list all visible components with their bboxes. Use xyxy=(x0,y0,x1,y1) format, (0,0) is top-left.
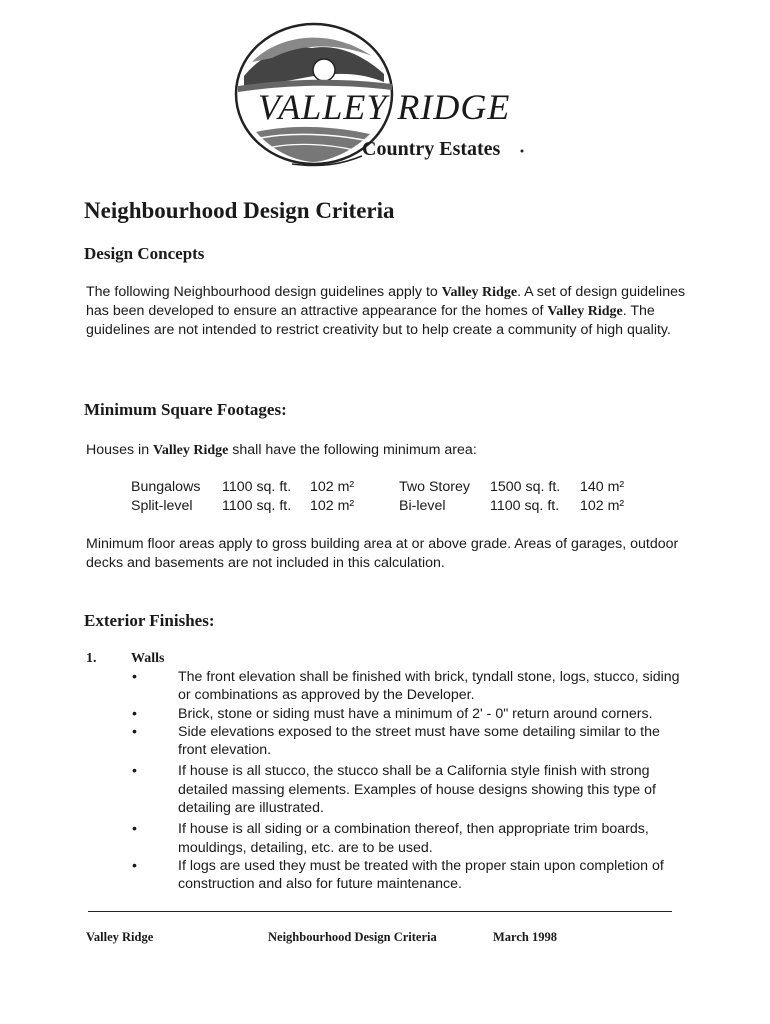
min-sq-intro: Houses in Valley Ridge shall have the following minimum area: xyxy=(86,442,477,458)
page-title: Neighbourhood Design Criteria xyxy=(84,198,395,223)
design-concepts-paragraph: The following Neighbourhood design guidelines apply to Valley Ridge. A set of design guidelines has been developed to ensure an attractive appearance for the homes of Valley Ridge. The guidelines are not intended to restrict creativity but to help create a community of high quality. xyxy=(86,284,686,338)
house-sqft: 1100 sq. ft. xyxy=(222,479,292,495)
house-sqft: 1100 sq. ft. xyxy=(222,498,292,514)
footer-center: Neighbourhood Design Criteria xyxy=(268,930,437,944)
valley-ridge-name: Valley Ridge xyxy=(441,285,518,300)
footer-left: Valley Ridge xyxy=(86,930,154,944)
bullet-icon: • xyxy=(132,669,137,685)
min-sq-note: Minimum floor areas apply to gross building area at or above grade. Areas of garages, outdoor decks and basements are not included in this calculation. xyxy=(86,536,679,571)
house-m2: 102 m² xyxy=(310,498,355,514)
footer-divider xyxy=(88,911,672,912)
bullet-icon: • xyxy=(132,705,137,722)
min-square-footages-heading: Minimum Square Footages: xyxy=(84,400,287,419)
valley-ridge-name: Valley Ridge xyxy=(153,443,229,458)
logo-subtitle: Country Estates xyxy=(362,138,501,160)
walls-bullet-list xyxy=(131,668,691,894)
house-type: Bungalows xyxy=(131,479,201,495)
list-item: • If house is all stucco, the stucco shall be a California style finish with strong detailed massing elements. Examples of house designs showing this type of detailing are illustrated. xyxy=(132,763,656,817)
house-m2: 102 m² xyxy=(580,498,625,514)
house-type: Split-level xyxy=(131,498,193,514)
walls-heading: Walls xyxy=(131,651,165,666)
exterior-finishes-heading: Exterior Finishes: xyxy=(84,611,215,630)
bullet-icon: • xyxy=(132,857,137,874)
list-item: • If house is all siding or a combination thereof, then appropriate trim boards, mouldings, detailing, etc. are to be used. xyxy=(132,821,649,856)
bullet-icon: • xyxy=(132,723,137,740)
bullet-icon: • xyxy=(132,821,137,838)
house-type: Bi-level xyxy=(399,498,446,514)
house-sqft: 1500 sq. ft. xyxy=(490,479,561,495)
list-item: • Brick, stone or siding must have a minimum of 2' - 0" return around corners. xyxy=(132,705,653,722)
house-m2: 140 m² xyxy=(580,479,625,495)
house-type: Two Storey xyxy=(399,479,470,495)
section-number: 1. xyxy=(86,651,97,666)
list-item: • If logs are used they must be treated with the proper stain upon completion of construction and also for future maintenance. xyxy=(132,857,664,893)
list-item: • Side elevations exposed to the street must have some detailing similar to the front elevation. xyxy=(132,723,660,759)
design-concepts-heading: Design Concepts xyxy=(84,244,205,263)
house-sqft: 1100 sq. ft. xyxy=(490,498,560,514)
bullet-icon: • xyxy=(132,763,137,780)
logo-title: VALLEY RIDGE xyxy=(258,87,511,127)
valley-ridge-name: Valley Ridge xyxy=(547,304,623,319)
house-m2: 102 m² xyxy=(310,479,355,495)
footer-right: March 1998 xyxy=(493,930,557,944)
list-item: • The front elevation shall be finished with brick, tyndall stone, logs, stucco, siding or combinations as approved by the Developer. xyxy=(132,669,680,704)
